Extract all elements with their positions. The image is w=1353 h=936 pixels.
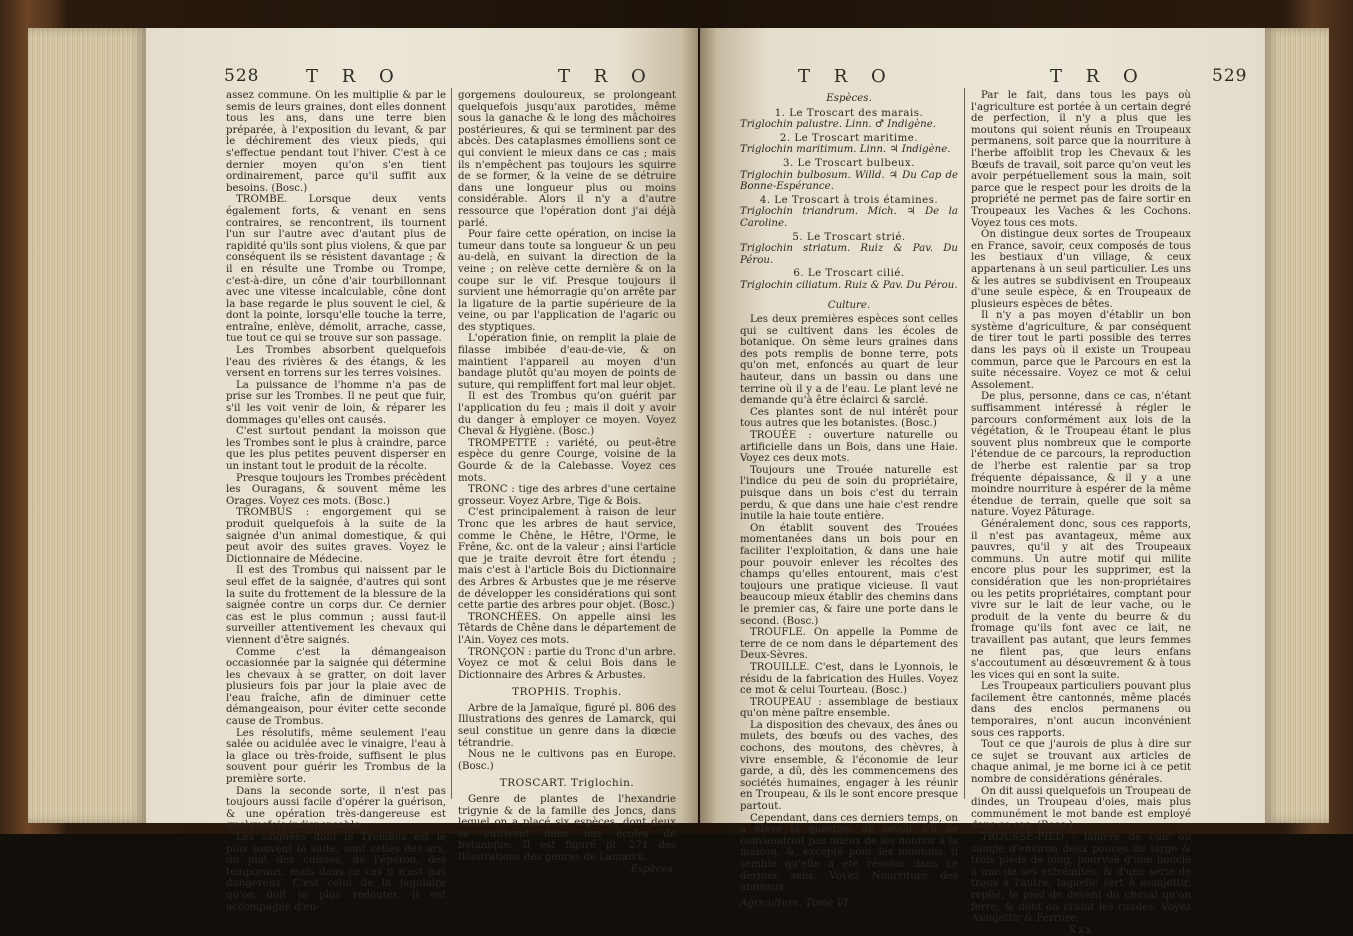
species-name: 4. Le Troscart à trois étamines. (759, 194, 939, 206)
paragraph: Nous ne le cultivons pas en Europe. (Bosc.) (458, 749, 676, 772)
paragraph: C'est principalement à raison de leur Tronc que les arbres de haut service, comme le Chêne, le Hêtre, l'Orme, le Frêne, &c. ont de la valeur ; ainsi l'article que je traite devroit être fort étendu ; mais c'est à l'article Bois du Dictionnaire des Arbres & Arbustes que je me réserve de développer les considérations qui sont cette partie des arbres pour objet. (Bosc.) (458, 507, 676, 612)
paragraph: TROUILLE. C'est, dans le Lyonnois, le résidu de la fabrication des Huiles. Voyez ce mot & celui Tourteau. (Bosc.) (740, 661, 958, 697)
signature-mark: Xxx (1068, 924, 1094, 936)
paragraph: TROUPEAU : assemblage de bestiaux qu'on mène paître ensemble. (740, 696, 958, 720)
right-page-edges (1265, 28, 1329, 823)
right-column-2 (971, 90, 1191, 936)
paragraph: assez commune. On les multiplie & par le semis de leurs graines, dont elles donnent tous les ans, dans une terre bien préparée, à l'exposition du levant, & par le déchirement des vieux pieds, qui s'effectue pendant tout l'hiver. C'est à ce dernier moyen qu'on s'en tient ordinairement, parce qu'il suffit aux besoins. (Bosc.) (226, 90, 446, 194)
paragraph: TRONÇON : partie du Tronc d'un arbre. Voyez ce mot & celui Bois dans le Dictionnaire des Arbres & Arbustes. (458, 646, 676, 681)
paragraph: On distingue deux sortes de Troupeaux en France, savoir, ceux composés de tous les bestiaux d'un village, & ceux appartenans à un seul particulier. Les uns & les autres se subdivisent en Troupeaux d'une seule espèce, & en Troupeaux de plusieurs espèces de bêtes. (971, 229, 1191, 310)
especes-heading: Espèces. (826, 93, 872, 104)
paragraph: TROUFLE. On appelle la Pomme de terre de ce nom dans le département des Deux-Sèvres. (740, 627, 958, 662)
right-running-head (700, 66, 1265, 92)
paragraph: C'est surtout pendant la moisson que les Trombes sont le plus à craindre, parce que les plus petites peuvent disperser en un instant tout le produit de la récolte. (226, 426, 446, 472)
left-running-head (146, 66, 698, 92)
paragraph: Généralement donc, sous ces rapports, il n'est pas avantageux, même aux pauvres, qu'il y ait des Troupeaux communs. Un autre motif qui milite encore plus pour les supprimer, est la considération que les non-propriétaires ou les petits propriétaires, comptant pour vivre sur le lait de leur vache, ou le produit de la vente du beurre & du fromage qu'ils font avec ce lait, ne travaillent pas autant, que leurs femmes ne filent pas, que leurs enfans s'accoutument au désœuvrement & à tous les vices qui en sont la suite. (971, 518, 1191, 681)
right-page-number: 529 (1212, 66, 1248, 86)
paragraph: Arbre de la Jamaïque, figuré pl. 806 des Illustrations des genres de Lamarck, qui seul constitue un genre dans la diœcie tétrandrie. (458, 702, 676, 749)
paragraph: Tout ce que j'aurois de plus à dire sur ce sujet se trouvant aux articles de chaque animal, je me borne ici à ce petit nombre de considérations générales. (971, 739, 1191, 786)
trophis-heading: TROPHIS. Trophis. (512, 686, 622, 699)
paragraph: On dit aussi quelquefois un Troupeau de dindes, un Troupeau d'oies, mais plus communément le mot bande est employé dans ce cas. (Bosc.) (971, 785, 1191, 832)
species-latin: Triglochin striatum. Ruiz & Pav. Du Pérou. (740, 243, 958, 266)
paragraph: Pour faire cette opération, on incise la tumeur dans toute sa longueur & un peu au-delà, en suivant la direction de la veine ; on relève cette dernière & on la coupe sur le vif. Presque toujours il survient une hémorragie qu'on arrête par la ligature de la partie supérieure de la veine, ou par l'application de l'agaric ou des styptiques. (458, 229, 676, 333)
species-latin: Triglochin maritimum. Linn. ♃ Indigène. (740, 144, 951, 156)
paragraph: TROMBE. Lorsque deux vents également forts, & venant en sens contraires, se rencontrent, ils tournent l'un sur l'autre avec d'autant plus de rapidité qu'ils sont plus violens, & que par conséquent ils se résistent davantage ; & il en résulte une Trombe ou Trompe, c'est-à-dire, un cône d'air tourbillonnant avec une vitesse incalculable, cône dont la base regarde le plus souvent le ciel, & dont la pointe, lorsqu'elle touche la terre, entraîne, enlève, démolit, arrache, casse, tue tout ce qui se trouve sur son passage. (226, 194, 446, 345)
left-page (146, 28, 698, 913)
paragraph: De plus, personne, dans ce cas, n'étant suffisamment intéressé à régler le parcours conformément aux lois de la végétation, & le Troupeau étant le plus souvent plus nombreux que le comporte l'étendue de ce parcours, la reproduction de l'herbe est ralentie par sa trop fréquente dépaissance, & il y a une moindre nourriture à espérer de la même étendue de terrain, quelle que soit sa nature. Voyez Pâturage. (971, 391, 1191, 519)
paragraph: Dans la seconde sorte, il n'est pas toujours aussi facile d'opérer la guérison, & une opération très-dangereuse est quelquefois indispensable. (226, 785, 446, 832)
paragraph: Toujours une Trouée naturelle est l'indice du peu de soin du propriétaire, puisque dans un bois c'est du terrain perdu, & que dans une haie c'est rendre inutile la haie toute entière. (740, 464, 958, 523)
paragraph: TRONCHÈES. On appelle ainsi les Têtards de Chêne dans le département de l'Ain. Voyez ces mots. (458, 611, 676, 646)
paragraph: On établit souvent des Trouées momentanées dans un bois pour en faciliter l'exploitation, & dans une haie pour pouvoir enlever les récoltes des champs qu'elles entourent, mais c'est toujours une pratique vicieuse. Il vaut beaucoup mieux établir des chemins dans le premier cas, & faire une porte dans le second. (Bosc.) (740, 522, 958, 627)
species-latin: Triglochin triandrum. Mich. ♃ De la Caroline. (740, 206, 958, 229)
footer-volume: Agriculture. Tome VI. (740, 897, 852, 909)
paragraph: TROMPETTE : variété, ou peut-être espèce du genre Courge, voisine de la Gourde & de la Calebasse. Voyez ces mots. (458, 437, 676, 484)
species-latin: Triglochin ciliatum. Ruiz & Pav. Du Pérou. (740, 279, 958, 291)
paragraph: Il est des Trombus qui naissent par le seul effet de la saignée, d'autres qui sont la suite du frottement de la blessure de la saignée contre un corps dur. Ce dernier cas est le plus commun ; aussi faut-il surveiller attentivement les chevaux qui viennent d'être saignés. (226, 565, 446, 646)
paragraph: Cependant, dans ces derniers temps, on a élevé la question de savoir s'il ne conviendroit pas mieux de les nourrir à la maison, &, excepté pour les moutons, il semble qu'elle a été résolue dans ce dernier sens. Voyez Nourriture des animaux. (740, 812, 958, 894)
left-head-word-2: T R O (558, 66, 655, 87)
left-column-rule (451, 88, 452, 799)
catchword: Espèces. (630, 863, 676, 875)
left-page-edges (28, 28, 146, 823)
paragraph: TRONC : tige des arbres d'une certaine grosseur. Voyez Arbre, Tige & Bois. (458, 484, 676, 507)
paragraph: Il est des Trombus qu'on guérit par l'application du feu ; mais il doit y avoir du danger à employer ce moyen. Voyez Cheval & Hygiène. (Bosc.) (458, 391, 676, 438)
paragraph: TROUSSE-PIED : lanière de cuir ou sangle d'environ deux pouces de large & trois pieds de long, pourvue d'une boucle à une de ses extrémités, & d'une série de trous à l'autre, laquelle sert à assujettir, replié, le pied de devant du cheval qu'on ferre, & dont on craint les ruades. Voyez Assujettir & Ferrure. (971, 832, 1191, 925)
paragraph: gorgemens douloureux, se prolongeant quelquefois jusqu'aux parotides, même sous la ganache & le long des mâchoires postérieures, & qui se terminent par des abcès. Des cataplasmes émolliens sont ce qui convient le mieux dans ce cas ; mais ils n'empêchent pas toujours les squirre de se former, & la veine de se détruire dans une longueur plus ou moins considérable. Alors il n'y a d'autre ressource que l'opération dont j'ai déjà parlé. (458, 90, 676, 229)
species-name: 3. Le Troscart bulbeux. (783, 157, 915, 169)
paragraph: Par le fait, dans tous les pays où l'agriculture est portée à un certain degré de perfection, il n'y a plus que les moutons qui soient réunis en Troupeaux permanens, soit parce que la nourriture à l'herbe affoiblit trop les Chevaux & les Bœufs de travail, soit parce qu'on veut les avoir perpétuellement sous la main, soit parce que le respect pour les droits de la propriété ne permet pas de faire sortir en Troupeaux les Vaches & les Cochons. Voyez tous ces mots. (971, 90, 1191, 229)
paragraph: Les saignées dont le Trombus est le plus souvent la suite, sont celles des ars, du plat des cuisses, de l'éperon, des temporaux, mais dans ce cas il n'est pas dangereux. C'est celui de la jugulaire qu'on doit le plus redouter. Il est accompagné d'en- (226, 832, 446, 913)
species-name: 5. Le Troscart strié. (792, 231, 906, 243)
species-latin: Triglochin palustre. Linn. ♂ Indigène. (740, 119, 937, 131)
paragraph: Les deux premières espèces sont celles qui se cultivent dans les écoles de botanique. On sème leurs graines dans des pots remplis de bonne terre, pots qu'on met, enfoncés au quart de leur hauteur, dans un bassin ou dans une terrine où il y a de l'eau. Le plant levé ne demande qu'à être éclairci & sarclé. (740, 314, 958, 407)
paragraph: Les Troupeaux particuliers pouvant plus facilement être cantonnés, même placés dans des enclos permanens ou temporaires, n'ont aucun inconvénient sous ces rapports. (971, 681, 1191, 739)
troscart-heading: TROSCART. Triglochin. (499, 777, 635, 790)
right-head-word-2: T R O (1050, 66, 1147, 87)
paragraph: TROUÉE : ouverture naturelle ou artificielle dans un Bois, dans une Haie. Voyez ces deux mots. (740, 430, 958, 465)
paragraph: Comme c'est la démangeaison occasionnée par la saignée qui détermine les chevaux à se gratter, on doit laver plusieurs fois par jour la plaie avec de l'eau fraîche, afin de diminuer cette démangeaison, pour éviter cette seconde cause de Trombus. (226, 646, 446, 728)
right-column-1 (740, 90, 958, 909)
culture-heading: Culture. (827, 299, 871, 311)
paragraph: Presque toujours les Trombes précèdent les Ouragans, & souvent même les Orages. Voyez ces mots. (Bosc.) (226, 472, 446, 507)
right-page (700, 28, 1265, 936)
paragraph: Ces plantes sont de nul intérêt pour tous autres que les botanistes. (Bosc.) (740, 406, 958, 430)
species-latin: Triglochin bulbosum. Willd. ♃ Du Cap de Bonne-Espérance. (740, 169, 958, 193)
paragraph: La disposition des chevaux, des ânes ou mulets, des bœufs ou des vaches, des cochons, des moutons, des chèvres, à vivre ensemble, & l'économie de leur garde, a dû, dès les commencemens des sociétés humaines, engager à les réunir en Troupeau, & ils le sont encore presque partout. (740, 719, 958, 813)
left-page-number: 528 (224, 66, 260, 86)
right-column-rule (964, 88, 965, 799)
left-column-2 (458, 90, 676, 875)
species-name: 6. Le Troscart cilié. (793, 268, 905, 280)
paragraph: Il n'y a pas moyen d'établir un bon système d'agriculture, & par conséquent de tirer tout le parti possible des terres dans les pays où il existe un Troupeau commun, parce que le Parcours en est la suite nécessaire. Voyez ce mot & celui Assolement. (971, 310, 1191, 391)
paragraph: La puissance de l'homme n'a pas de prise sur les Trombes. Il ne peut que fuir, s'il les voit venir de loin, & réparer les dommages qu'elles ont causés. (226, 379, 446, 426)
paragraph: Les résolutifs, même seulement l'eau salée ou acidulée avec le vinaigre, l'eau à la glace ou très-froide, suffisent le plus souvent pour guérir les Trombus de la première sorte. (226, 727, 446, 786)
species-name: 2. Le Troscart maritime. (779, 132, 919, 144)
right-head-word-1: T R O (798, 66, 895, 87)
paragraph: Genre de plantes de l'hexandrie trigynie & de la famille des Joncs, dans lequel on a placé six espèces, dont deux se cultivent dans nos écoles de botanique. Il est figuré pl. 271 des Illustrations des genres de Lamarck. (458, 794, 676, 863)
left-head-word-1: T R O (306, 66, 403, 87)
species-name: 1. Le Troscart des marais. (774, 107, 924, 119)
paragraph: TROMBUS : engorgement qui se produit quelquefois à la suite de la saignée d'un animal domestique, & qui peut avoir des suites graves. Voyez le Dictionnaire de Médecine. (226, 507, 446, 565)
paragraph: L'opération finie, on remplit la plaie de filasse imbibée d'eau-de-vie, & on maintient l'appareil au moyen d'un bandage plutôt qu'au moyen de points de suture, qui rempliffent fort mal leur objet. (458, 333, 676, 391)
left-column-1 (226, 90, 446, 913)
paragraph: Les Trombes absorbent quelquefois l'eau des rivières & des étangs, & les versent en torrens sur les terres voisines. (226, 345, 446, 380)
